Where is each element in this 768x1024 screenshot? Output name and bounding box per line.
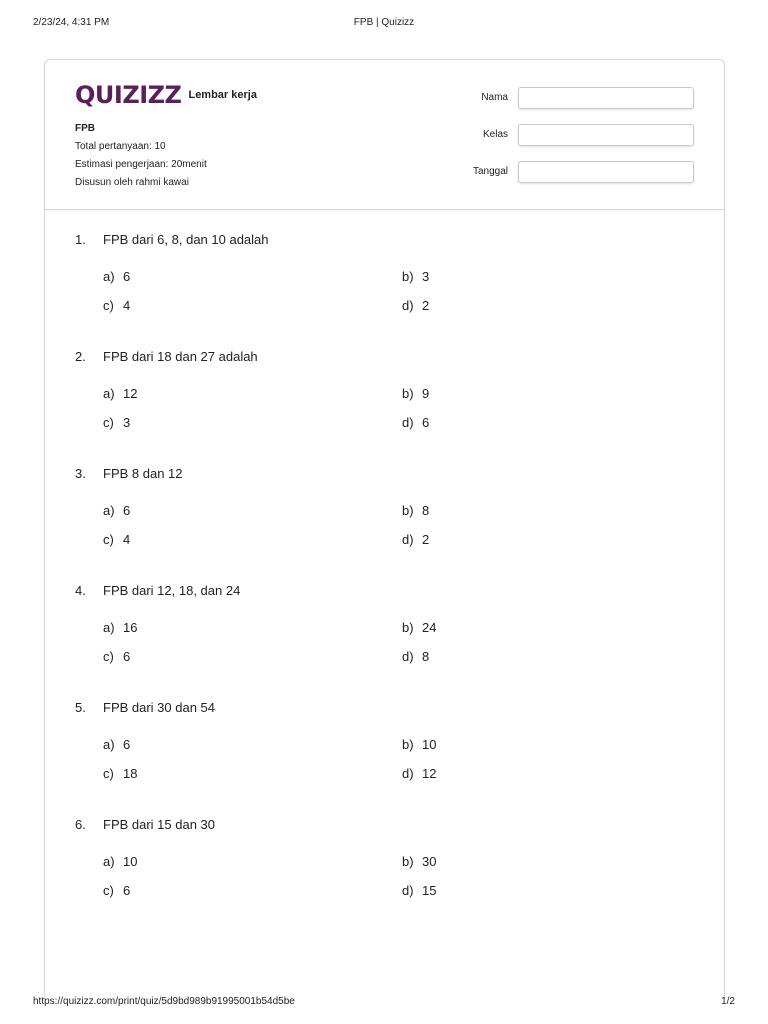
question-number: 2. [75, 349, 86, 364]
option-value: 6 [123, 649, 131, 664]
answer-option [103, 766, 137, 781]
print-date: 2/23/24, 4:31 PM [33, 17, 110, 28]
option-letter: d) [402, 415, 414, 430]
name-label: Nama [481, 92, 508, 103]
option-letter: a) [103, 503, 115, 518]
option-value: 10 [422, 737, 437, 752]
answer-option [103, 854, 137, 869]
option-letter: c) [103, 883, 114, 898]
date-input[interactable] [518, 161, 694, 183]
option-letter: c) [103, 415, 114, 430]
option-value: 12 [422, 766, 437, 781]
quiz-name: FPB [75, 123, 95, 134]
option-value: 30 [422, 854, 437, 869]
answer-option [402, 415, 429, 430]
option-letter: b) [402, 854, 414, 869]
logo-wordmark: QUIZIZZ [75, 81, 182, 109]
answer-option [103, 737, 130, 752]
option-letter: c) [103, 766, 114, 781]
answer-option [402, 620, 436, 635]
option-letter: c) [103, 649, 114, 664]
option-value: 6 [123, 503, 131, 518]
answer-option [103, 298, 130, 313]
option-value: 8 [422, 649, 430, 664]
question-number: 1. [75, 232, 86, 247]
time-estimate: Estimasi pengerjaan: 20menit [75, 159, 207, 170]
option-value: 8 [422, 503, 430, 518]
class-label: Kelas [482, 129, 508, 140]
answer-option [402, 854, 436, 869]
option-letter: d) [402, 532, 414, 547]
answer-option [103, 269, 130, 284]
option-letter: d) [402, 883, 414, 898]
worksheet-header [45, 60, 724, 210]
option-letter: a) [103, 386, 115, 401]
answer-option [402, 766, 436, 781]
question-text: FPB dari 6, 8, dan 10 adalah [103, 232, 269, 247]
worksheet-label: Lembar kerja [188, 89, 257, 101]
quiz-meta [75, 120, 207, 192]
print-url: https://quizizz.com/print/quiz/5d9bd989b91995001b54d5be [33, 996, 295, 1007]
option-letter: c) [103, 532, 114, 547]
question-item [75, 466, 695, 566]
answer-option [402, 649, 429, 664]
answer-option [402, 386, 429, 401]
option-value: 10 [123, 854, 138, 869]
option-letter: a) [103, 737, 115, 752]
answer-option [103, 620, 137, 635]
question-text: FPB dari 15 dan 30 [103, 817, 216, 832]
question-text: FPB 8 dan 12 [103, 466, 183, 481]
option-letter: a) [103, 269, 115, 284]
question-item [75, 583, 695, 683]
question-text: FPB dari 30 dan 54 [103, 700, 216, 715]
option-value: 2 [422, 532, 430, 547]
quiz-author: Disusun oleh rahmi kawai [75, 177, 189, 188]
name-input[interactable] [518, 87, 694, 109]
option-letter: b) [402, 269, 414, 284]
question-number: 6. [75, 817, 86, 832]
question-item [75, 817, 695, 917]
answer-option [103, 415, 130, 430]
option-letter: d) [402, 298, 414, 313]
question-item [75, 232, 695, 332]
option-value: 16 [123, 620, 138, 635]
option-value: 4 [123, 532, 131, 547]
class-input[interactable] [518, 124, 694, 146]
question-text: FPB dari 18 dan 27 adalah [103, 349, 258, 364]
worksheet [44, 59, 725, 999]
option-letter: d) [402, 766, 414, 781]
option-letter: d) [402, 649, 414, 664]
option-value: 6 [123, 883, 131, 898]
answer-option [402, 503, 429, 518]
option-value: 3 [123, 415, 131, 430]
quizizz-logo [75, 82, 257, 108]
option-value: 6 [123, 269, 131, 284]
answer-option [103, 883, 130, 898]
question-number: 3. [75, 466, 86, 481]
option-letter: b) [402, 620, 414, 635]
question-text: FPB dari 12, 18, dan 24 [103, 583, 241, 598]
answer-option [103, 386, 137, 401]
option-letter: b) [402, 737, 414, 752]
option-value: 9 [422, 386, 430, 401]
option-value: 24 [422, 620, 437, 635]
option-letter: b) [402, 503, 414, 518]
option-value: 4 [123, 298, 131, 313]
name-field [434, 87, 694, 109]
answer-option [402, 883, 436, 898]
answer-option [402, 298, 429, 313]
question-item [75, 349, 695, 449]
question-count: Total pertanyaan: 10 [75, 141, 166, 152]
answer-option [103, 532, 130, 547]
option-value: 15 [422, 883, 437, 898]
answer-option [103, 649, 130, 664]
class-field [434, 124, 694, 146]
option-value: 3 [422, 269, 430, 284]
print-title: FPB | Quizizz [353, 17, 415, 28]
answer-option [103, 503, 130, 518]
print-footer [33, 996, 735, 1010]
option-letter: c) [103, 298, 114, 313]
date-label: Tanggal [472, 166, 508, 177]
question-number: 4. [75, 583, 86, 598]
question-number: 5. [75, 700, 86, 715]
question-item [75, 700, 695, 800]
page-number: 1/2 [721, 996, 735, 1007]
option-letter: a) [103, 854, 115, 869]
option-letter: a) [103, 620, 115, 635]
answer-option [402, 532, 429, 547]
option-value: 6 [422, 415, 430, 430]
option-letter: b) [402, 386, 414, 401]
date-field [434, 161, 694, 183]
option-value: 6 [123, 737, 131, 752]
option-value: 2 [422, 298, 430, 313]
option-value: 12 [123, 386, 138, 401]
print-header [33, 17, 735, 31]
option-value: 18 [123, 766, 138, 781]
answer-option [402, 737, 436, 752]
answer-option [402, 269, 429, 284]
